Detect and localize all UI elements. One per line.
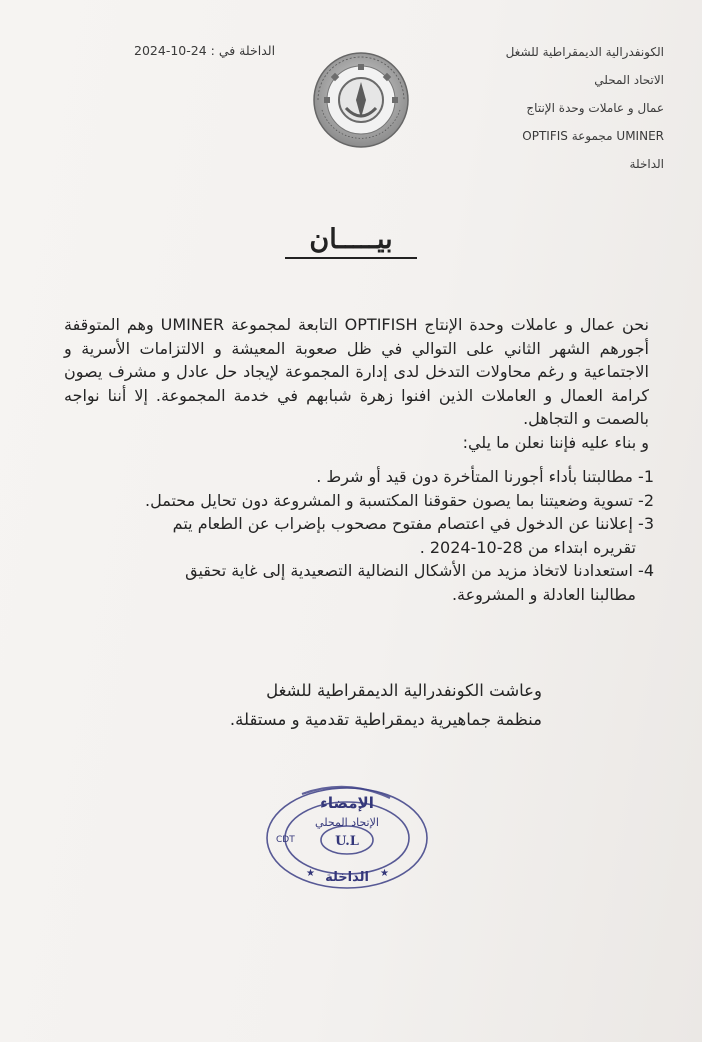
demand-item-3: 3- إعلاننا عن الدخول في اعتصام مفتوح مصحوب بإضراب عن الطعام يتم [172, 514, 654, 533]
demand-item-1: 1- مطالبتنا بأداء أجورنا المتأخرة دون قيد أو شرط . [316, 467, 654, 486]
demand-item-4: 4- استعدادنا لاتخاذ مزيد من الأشكال النضالية التصعيدية إلى غاية تحقيق [185, 561, 654, 580]
document-title [0, 224, 702, 255]
stamp-union-name: الإتحاد المحلي [315, 816, 379, 829]
org-line-local-union: الاتحاد المحلي [594, 73, 664, 87]
date-line: الداخلة في : 24-10-2024 [134, 43, 276, 58]
closing-slogan [230, 676, 542, 734]
stamp-signature-label: الإمضاء [320, 794, 374, 812]
org-line-company: UMINER مجموعة OPTIFIS [522, 129, 664, 143]
closing-line-2: منظمة جماهيرية ديمقراطية تقدمية و مستقلة. [229, 710, 542, 729]
organization-header [424, 38, 664, 178]
stamp-code: U.L [335, 834, 359, 849]
intro-paragraph: نحن عمال و عاملات وحدة الإنتاج OPTIFISH التابعة لمجموعة UMINER وهم المتوقفة أجورهم الشهر الثاني على التوالي في ظل صعوبة المعيشة و الالتزامات الأسرية و الاجتماعية و رغم محاولات التدخل لدى إدارة المجموعة لإيجاد حل عادل و مشرف يصون كرامة العمال و العاملات الذين افنوا زهرة شبابهم في خدمة المجموعة. إلا أننا نواجه بالصمت و التجاهل. [64, 315, 650, 428]
lead-in: و بناء عليه فإننا نعلن ما يلي: [462, 432, 649, 452]
org-line-confederation: الكونفدرالية الديمقراطية للشغل [505, 45, 664, 59]
stamp-star-icon: ★ [380, 868, 389, 879]
stamp-side-letters: CDT [276, 835, 295, 845]
demand-item-2: 2- تسوية وضعيتنا بما يصون حقوقنا المكتسبة و المشروعة دون تحايل محتمل. [144, 490, 654, 510]
stamp-star-icon: ★ [306, 868, 315, 879]
demand-item-3-continuation: تقريره ابتداء من 28-10-2024 . [419, 537, 636, 557]
demand-item-4-continuation: مطالبنا العادلة و المشروعة. [451, 584, 636, 604]
org-line-city: الداخلة [629, 157, 664, 171]
closing-line-1: وعاشت الكونفدرالية الديمقراطية للشغل [266, 681, 542, 700]
cdt-logo-icon [300, 50, 422, 150]
statement-body [64, 313, 649, 454]
demands-list [64, 465, 654, 606]
title-text: بيـــــان [285, 224, 416, 259]
union-stamp [262, 780, 432, 892]
org-line-workers: عمال و عاملات وحدة الإنتاج [526, 101, 664, 115]
stamp-city: الداخلة [325, 870, 369, 885]
